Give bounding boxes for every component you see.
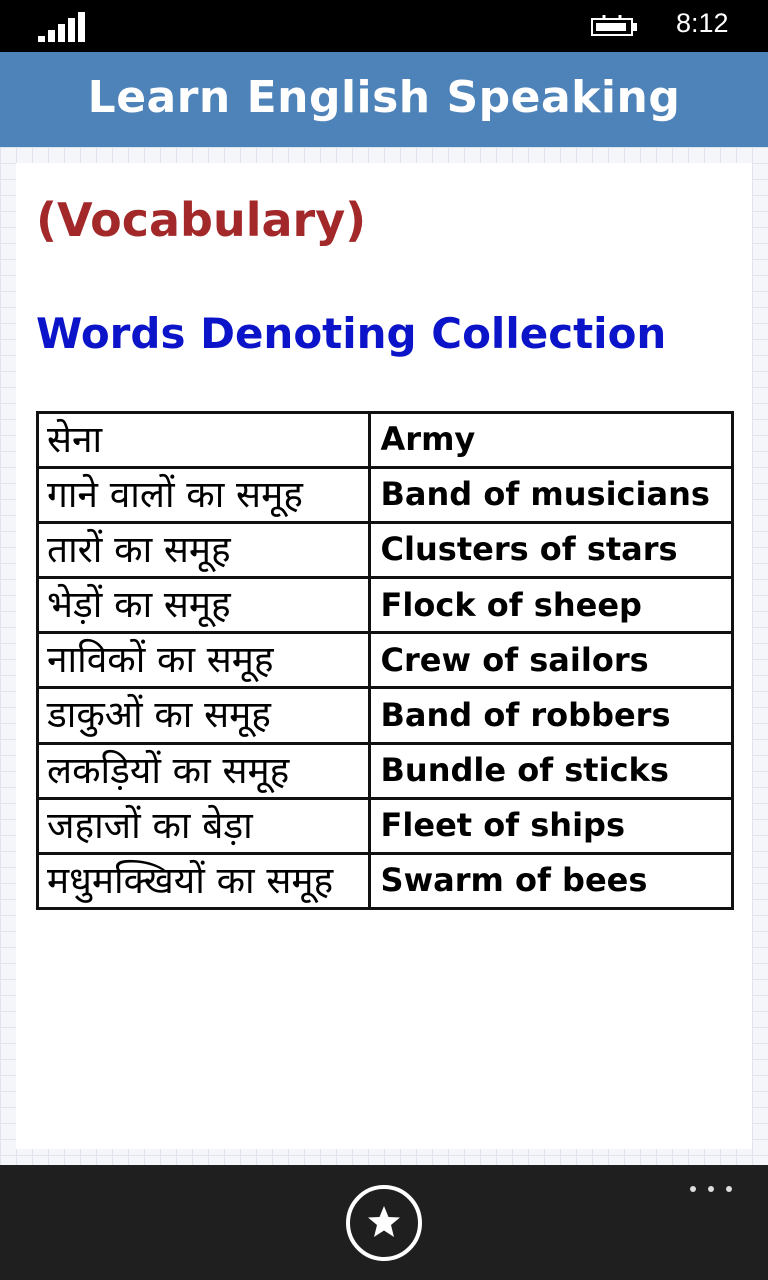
title-bar [0, 52, 768, 147]
hindi-cell: भेड़ों का समूह [38, 578, 370, 633]
english-cell: Clusters of stars [369, 523, 732, 578]
more-icon[interactable] [690, 1183, 734, 1195]
table-row [38, 413, 733, 468]
hindi-cell: नाविकों का समूह [38, 633, 370, 688]
section-heading: (Vocabulary) [36, 193, 367, 247]
english-cell: Army [369, 413, 732, 468]
english-cell: Band of musicians [369, 468, 732, 523]
vocabulary-table [36, 411, 734, 910]
hindi-cell: तारों का समूह [38, 523, 370, 578]
table-row [38, 853, 733, 908]
english-cell: Band of robbers [369, 688, 732, 743]
english-cell: Flock of sheep [369, 578, 732, 633]
favorite-button[interactable] [346, 1185, 422, 1261]
table-row [38, 523, 733, 578]
app-title: Learn English Speaking [87, 72, 681, 123]
clock: 8:12 [676, 8, 729, 38]
english-cell: Swarm of bees [369, 853, 732, 908]
signal-icon [38, 12, 86, 42]
table-row [38, 633, 733, 688]
app-bar [0, 1165, 768, 1280]
hindi-cell: सेना [38, 413, 370, 468]
english-cell: Bundle of sticks [369, 743, 732, 798]
star-icon [367, 1205, 401, 1239]
table-row [38, 578, 733, 633]
hindi-cell: लकड़ियों का समूह [38, 743, 370, 798]
english-cell: Crew of sailors [369, 633, 732, 688]
table-row [38, 798, 733, 853]
hindi-cell: जहाजों का बेड़ा [38, 798, 370, 853]
table-row [38, 743, 733, 798]
battery-icon [590, 14, 640, 38]
section-subheading: Words Denoting Collection [36, 309, 667, 358]
hindi-cell: मधुमक्खियों का समूह [38, 853, 370, 908]
table-row [38, 688, 733, 743]
status-bar [0, 0, 768, 52]
hindi-cell: डाकुओं का समूह [38, 688, 370, 743]
table-row [38, 468, 733, 523]
english-cell: Fleet of ships [369, 798, 732, 853]
content-panel[interactable] [16, 163, 752, 1149]
hindi-cell: गाने वालों का समूह [38, 468, 370, 523]
